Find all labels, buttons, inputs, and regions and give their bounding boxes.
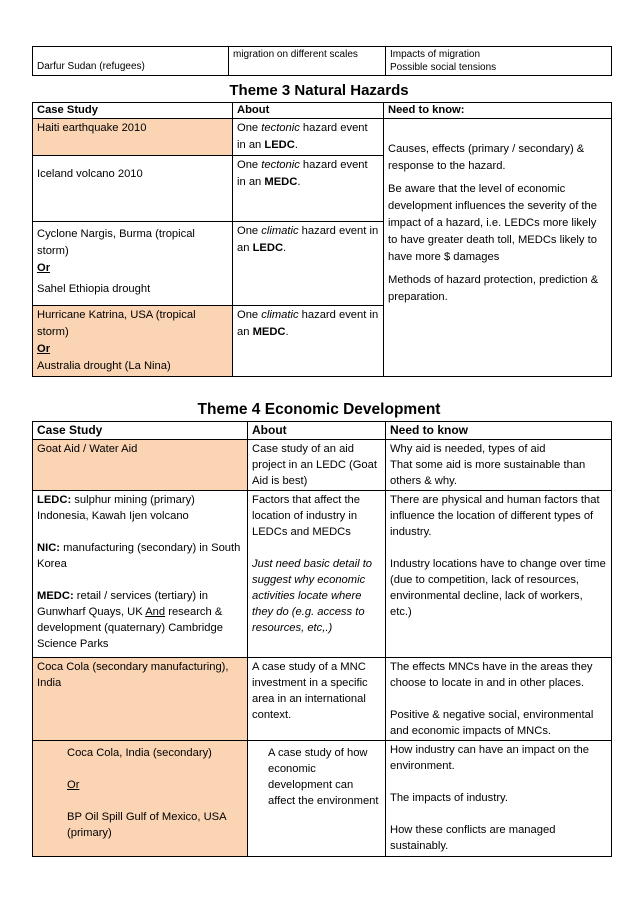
- about-cell: One climatic hazard event in an LEDC.: [233, 222, 384, 306]
- column-header-need-to-know: Need to know:: [384, 103, 612, 119]
- column-header-need-to-know: Need to know: [386, 422, 612, 440]
- about-cell: One climatic hazard event in an MEDC.: [233, 306, 384, 377]
- about-cell: migration on different scales: [229, 47, 386, 76]
- natural-hazards-table: [32, 102, 612, 377]
- about-cell: A case study of a MNC investment in a specific area in an international context.: [248, 658, 386, 741]
- table-row: [33, 47, 612, 76]
- case-study-cell: Iceland volcano 2010: [33, 156, 233, 222]
- case-study-cell: LEDC: sulphur mining (primary) Indonesia, Kawah Ijen volcano NIC: manufacturing (secondary) in South Korea MEDC: retail / services (tertiary) in Gunwharf Quays, UK And research & development (quaternary) Cambridge Science Parks: [33, 491, 248, 658]
- need-to-know-cell: Why aid is needed, types of aid That some aid is more sustainable than others & why.: [386, 440, 612, 491]
- case-study-cell: Goat Aid / Water Aid: [33, 440, 248, 491]
- case-study-cell: Hurricane Katrina, USA (tropical storm) Or Australia drought (La Nina): [33, 306, 233, 377]
- case-study-cell: Haiti earthquake 2010: [33, 119, 233, 156]
- column-header-case-study: Case Study: [33, 103, 233, 119]
- column-header-case-study: Case Study: [33, 422, 248, 440]
- table-row: [33, 658, 612, 741]
- case-study-cell: Coca Cola, India (secondary) Or BP Oil Spill Gulf of Mexico, USA (primary): [33, 741, 248, 857]
- need-to-know-cell: The effects MNCs have in the areas they choose to locate in and in other places. Positive & negative social, environmental and economic impacts of MNCs.: [386, 658, 612, 741]
- theme-4-title: Theme 4 Economic Development: [197, 401, 441, 418]
- migration-table: [32, 46, 612, 76]
- theme-3-title: Theme 3 Natural Hazards: [229, 82, 409, 99]
- need-to-know-cell: Impacts of migration Possible social tensions: [386, 47, 612, 76]
- about-cell: One tectonic hazard event in an LEDC.: [233, 119, 384, 156]
- need-to-know-cell: How industry can have an impact on the environment. The impacts of industry. How these conflicts are managed sustainably.: [386, 741, 612, 857]
- about-cell: A case study of how economic development can affect the environment: [248, 741, 386, 857]
- case-study-cell: Coca Cola (secondary manufacturing), India: [33, 658, 248, 741]
- table-row: [33, 741, 612, 857]
- table-row: [33, 119, 612, 156]
- about-cell: Factors that affect the location of industry in LEDCs and MEDCs Just need basic detail to suggest why economic activities locate where they do (e.g. access to resources, etc,.): [248, 491, 386, 658]
- table-row: [33, 440, 612, 491]
- table-header-row: [33, 103, 612, 119]
- need-to-know-cell: There are physical and human factors that influence the location of different types of industry. Industry locations have to change over time (due to competition, lack of resources, environmental decline, lack of workers, etc.): [386, 491, 612, 658]
- column-header-about: About: [248, 422, 386, 440]
- table-row: [33, 491, 612, 658]
- economic-development-table: [32, 421, 612, 857]
- need-to-know-cell: Causes, effects (primary / secondary) & response to the hazard. Be aware that the level of economic development influences the severity of the impact of a hazard, i.e. LEDCs more likely to have greater death toll, MEDCs likely to have more $ damages Methods of hazard protection, prediction & preparation.: [384, 119, 612, 377]
- column-header-about: About: [233, 103, 384, 119]
- case-study-cell: Cyclone Nargis, Burma (tropical storm) Or Sahel Ethiopia drought: [33, 222, 233, 306]
- table-header-row: [33, 422, 612, 440]
- about-cell: Case study of an aid project in an LEDC (Goat Aid is best): [248, 440, 386, 491]
- case-study-cell: Darfur Sudan (refugees): [33, 47, 229, 76]
- about-cell: One tectonic hazard event in an MEDC.: [233, 156, 384, 222]
